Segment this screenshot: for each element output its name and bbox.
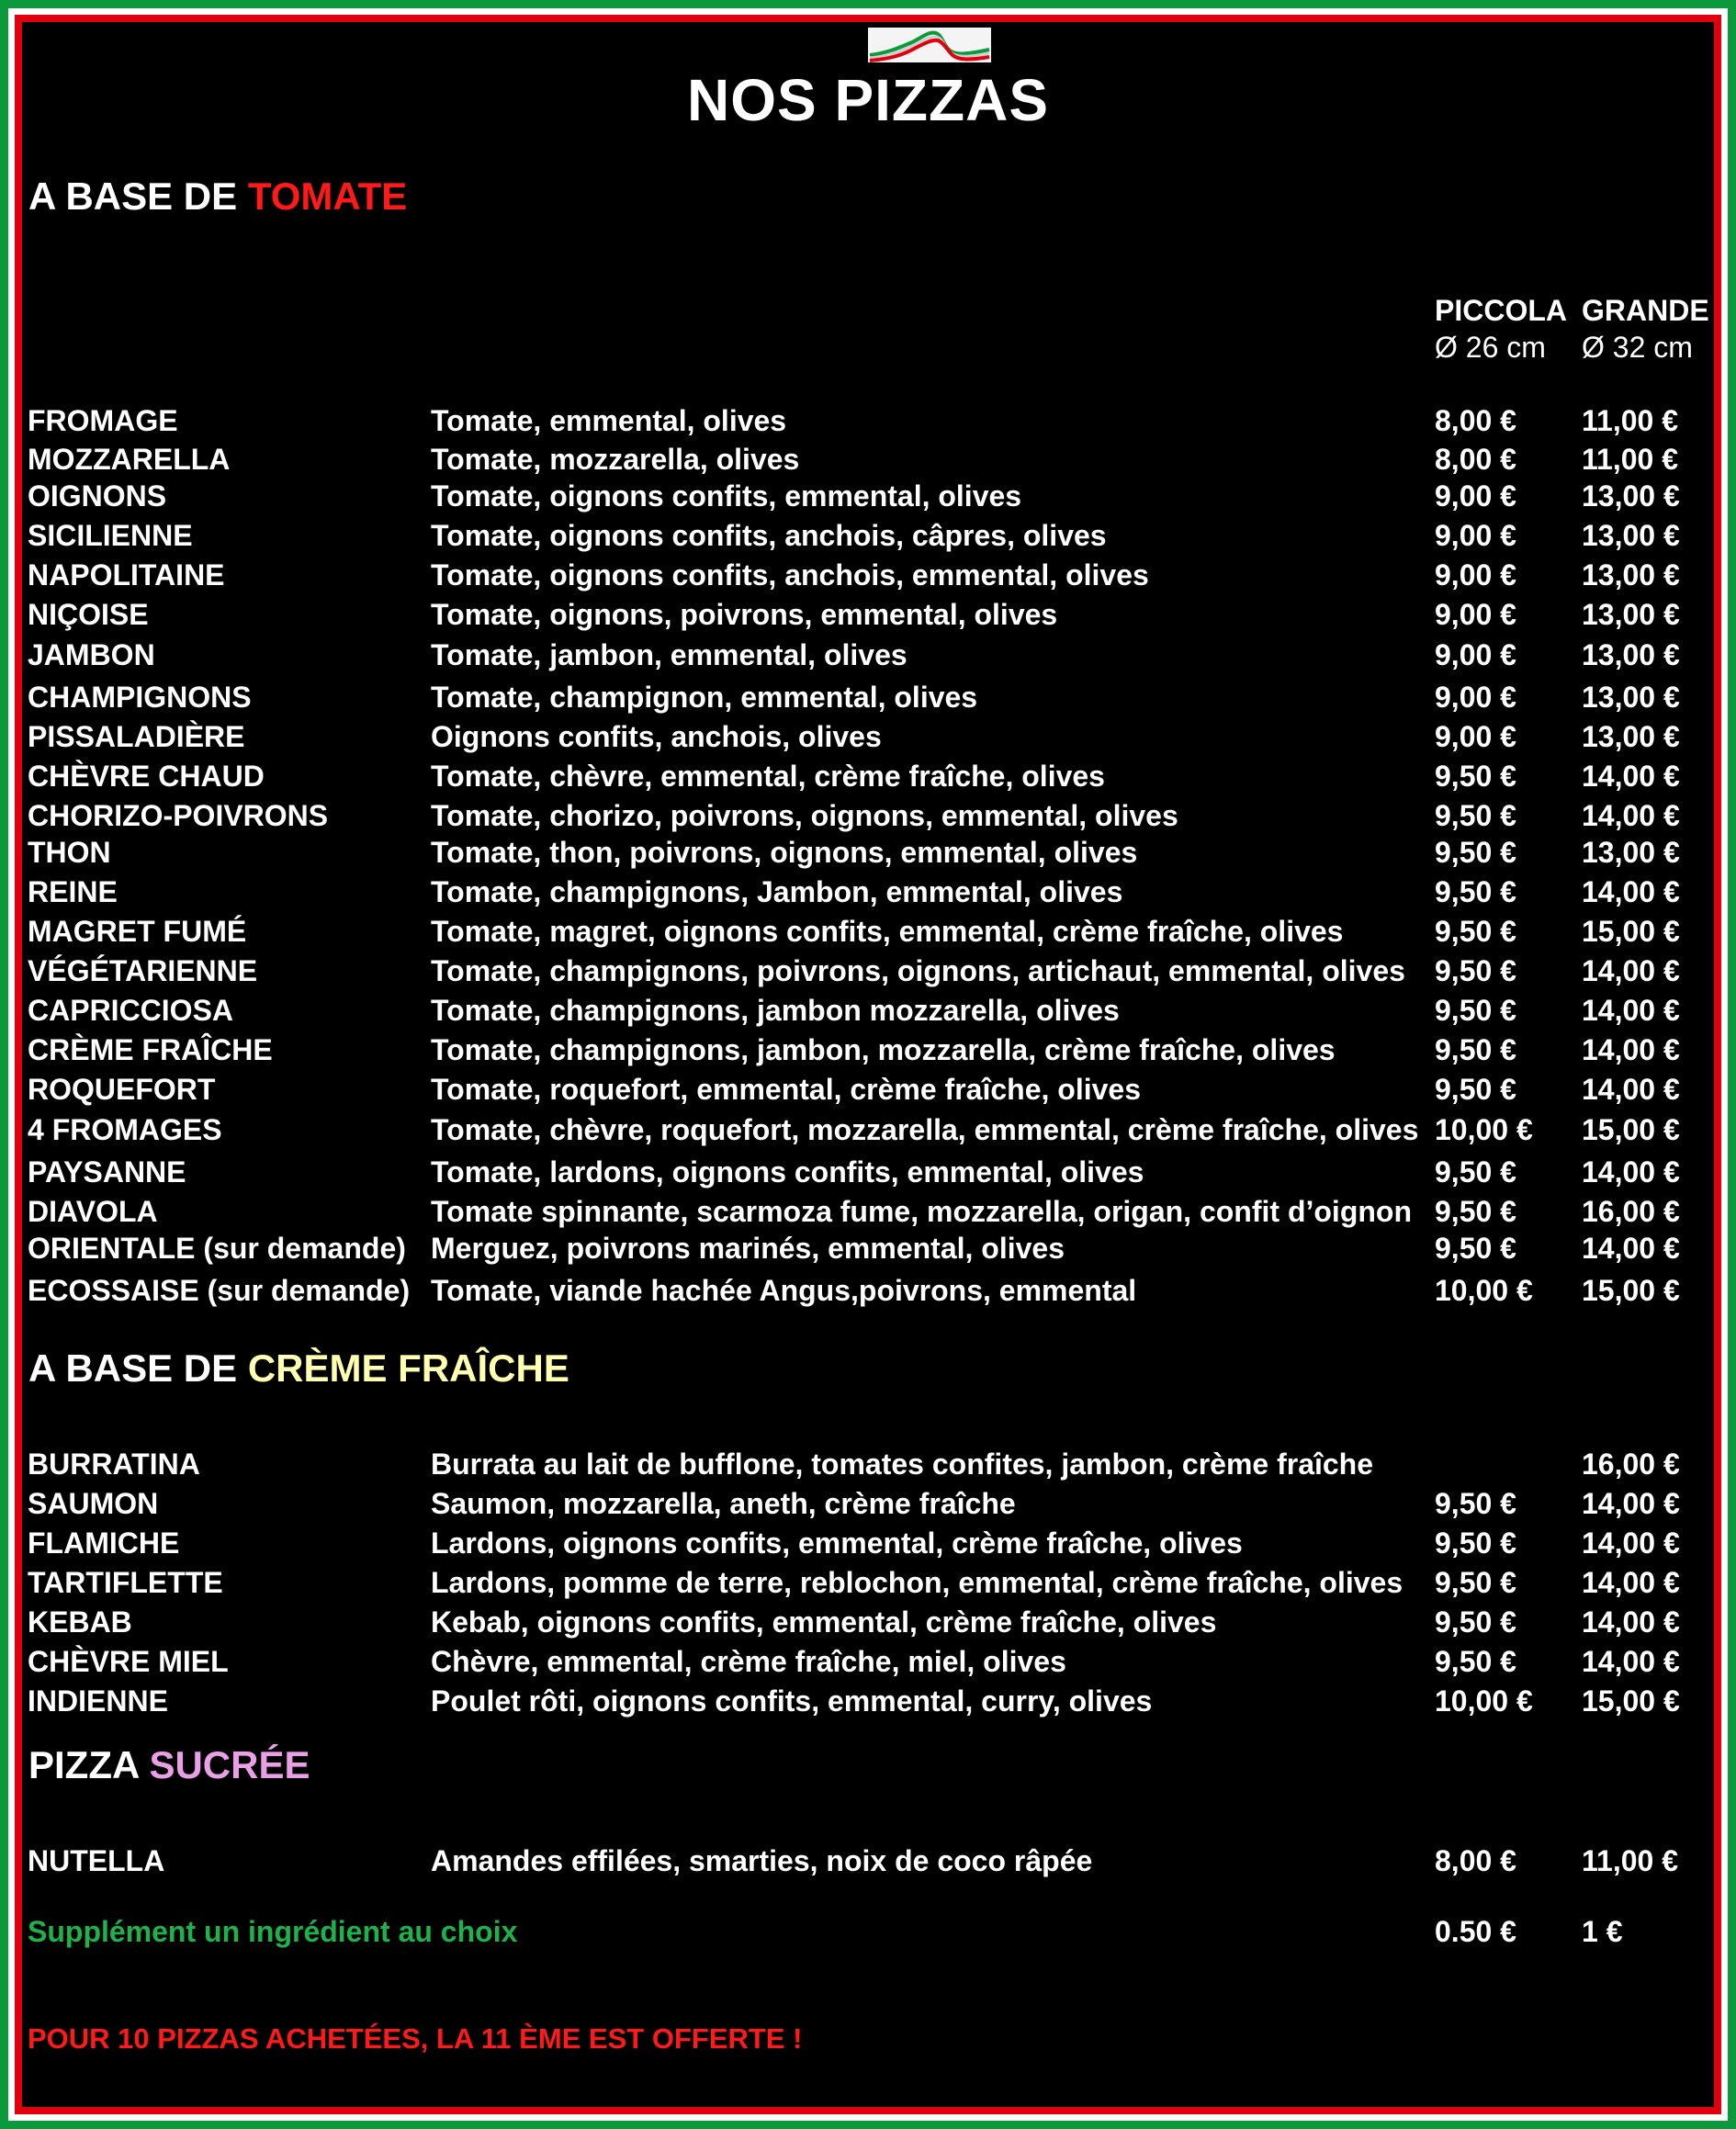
item-desc: Tomate, oignons confits, anchois, emmental, olives (431, 558, 1149, 591)
price-grande: 13,00 € (1582, 720, 1680, 753)
menu-item-row (22, 1154, 1714, 1190)
section-prefix: A BASE DE (28, 1346, 248, 1390)
item-name: JAMBON (28, 638, 155, 671)
price-grande: 13,00 € (1582, 681, 1680, 714)
menu-item-row (22, 1564, 1714, 1601)
menu-item-row (22, 1525, 1714, 1561)
item-name: BURRATINA (28, 1447, 200, 1481)
item-desc: Tomate, oignons, poivrons, emmental, olives (431, 598, 1058, 631)
item-desc: Poulet rôti, oignons confits, emmental, curry, olives (431, 1684, 1153, 1718)
price-piccola: 9,50 € (1435, 1605, 1516, 1639)
item-name: CHÈVRE CHAUD (28, 760, 265, 793)
price-piccola: 9,50 € (1435, 1232, 1516, 1265)
item-name: SAUMON (28, 1487, 159, 1520)
price-piccola: 9,50 € (1435, 1487, 1516, 1520)
item-name: SICILIENNE (28, 519, 193, 552)
item-name: FLAMICHE (28, 1526, 180, 1560)
price-grande: 14,00 € (1582, 1526, 1680, 1560)
price-grande: 14,00 € (1582, 1645, 1680, 1678)
menu-item-row (22, 596, 1714, 633)
price-grande: 14,00 € (1582, 1155, 1680, 1188)
piccola-label: PICCOLA (1435, 294, 1567, 327)
item-name: PISSALADIÈRE (28, 720, 245, 753)
item-desc: Tomate spinnante, scarmoza fume, mozzarella, origan, confit d’oignon (431, 1195, 1412, 1228)
menu-item-row (22, 478, 1714, 514)
item-name: CHORIZO-POIVRONS (28, 799, 329, 832)
price-grande: 13,00 € (1582, 519, 1680, 552)
section-title-sucree (28, 1743, 310, 1787)
menu-item-row (22, 1031, 1714, 1068)
price-piccola: 8,00 € (1435, 1844, 1516, 1877)
item-desc: Tomate, chèvre, roquefort, mozzarella, emmental, crème fraîche, olives (431, 1113, 1419, 1146)
item-name: NAPOLITAINE (28, 558, 225, 591)
menu-item-row (22, 1446, 1714, 1482)
price-grande: 14,00 € (1582, 1073, 1680, 1106)
price-grande: 15,00 € (1582, 1274, 1680, 1307)
item-name: PAYSANNE (28, 1155, 186, 1188)
price-piccola: 9,50 € (1435, 875, 1516, 908)
section-title-creme-fraiche (28, 1346, 569, 1391)
menu-item-row (22, 718, 1714, 755)
menu-item-row (22, 636, 1714, 673)
menu-item-row (22, 1071, 1714, 1108)
item-desc: Lardons, pomme de terre, reblochon, emmental, crème fraîche, olives (431, 1566, 1403, 1599)
section-highlight: SUCRÉE (149, 1743, 310, 1786)
grande-label: GRANDE (1582, 294, 1709, 327)
piccola-diameter: Ø 26 cm (1435, 331, 1546, 364)
price-piccola: 10,00 € (1435, 1113, 1533, 1146)
menu-item-row (22, 517, 1714, 554)
price-grande: 14,00 € (1582, 1487, 1680, 1520)
supplement-row (22, 1913, 1714, 1950)
price-grande: 14,00 € (1582, 799, 1680, 832)
section-title-tomate (28, 175, 407, 219)
item-desc: Tomate, jambon, emmental, olives (431, 638, 907, 671)
price-piccola: 10,00 € (1435, 1684, 1533, 1718)
item-name: MOZZARELLA (28, 443, 231, 476)
price-piccola: 9,00 € (1435, 720, 1516, 753)
menu-item-row (22, 1485, 1714, 1522)
item-name: FROMAGE (28, 404, 178, 437)
item-desc: Tomate, champignons, jambon mozzarella, olives (431, 994, 1120, 1027)
item-desc: Tomate, emmental, olives (431, 404, 787, 437)
price-piccola: 9,50 € (1435, 1033, 1516, 1066)
item-desc: Merguez, poivrons marinés, emmental, olives (431, 1232, 1065, 1265)
price-grande: 11,00 € (1582, 1844, 1678, 1877)
price-piccola: 9,50 € (1435, 994, 1516, 1027)
price-piccola: 9,00 € (1435, 519, 1516, 552)
item-desc: Tomate, champignon, emmental, olives (431, 681, 978, 714)
price-piccola: 9,00 € (1435, 598, 1516, 631)
item-desc: Tomate, champignons, jambon, mozzarella, crème fraîche, olives (431, 1033, 1336, 1066)
price-grande: 14,00 € (1582, 994, 1680, 1027)
item-desc: Tomate, viande hachée Angus,poivrons, emmental (431, 1274, 1137, 1307)
item-desc: Tomate, lardons, oignons confits, emmental, olives (431, 1155, 1144, 1188)
price-grande: 13,00 € (1582, 479, 1680, 513)
item-desc: Tomate, roquefort, emmental, crème fraîche, olives (431, 1073, 1141, 1106)
item-desc: Tomate, champignons, Jambon, emmental, olives (431, 875, 1123, 908)
menu-item-row (22, 913, 1714, 950)
supplement-price-piccola: 0.50 € (1435, 1915, 1516, 1948)
item-desc: Burrata au lait de bufflone, tomates confites, jambon, crème fraîche (431, 1447, 1374, 1481)
price-piccola: 8,00 € (1435, 404, 1516, 437)
price-grande: 14,00 € (1582, 1232, 1680, 1265)
item-desc: Tomate, chèvre, emmental, crème fraîche, olives (431, 760, 1105, 793)
menu-item-row (22, 1643, 1714, 1680)
menu-item-row (22, 441, 1714, 478)
price-grande: 13,00 € (1582, 836, 1680, 869)
item-name: VÉGÉTARIENNE (28, 954, 258, 987)
item-desc: Amandes effilées, smarties, noix de coco râpée (431, 1844, 1093, 1877)
size-header-grande (1582, 292, 1709, 366)
promo-text: POUR 10 PIZZAS ACHETÉES, LA 11 ÈME EST OFFERTE ! (28, 2022, 803, 2055)
item-desc: Kebab, oignons confits, emmental, crème fraîche, olives (431, 1605, 1217, 1639)
price-piccola: 9,50 € (1435, 836, 1516, 869)
item-name: DIAVOLA (28, 1195, 158, 1228)
item-name: CRÈME FRAÎCHE (28, 1033, 273, 1066)
price-grande: 16,00 € (1582, 1447, 1680, 1481)
item-name: 4 FROMAGES (28, 1113, 222, 1146)
item-desc: Tomate, oignons confits, emmental, olives (431, 479, 1022, 513)
price-piccola: 9,50 € (1435, 954, 1516, 987)
price-grande: 16,00 € (1582, 1195, 1680, 1228)
item-name: CAPRICCIOSA (28, 994, 234, 1027)
item-desc: Tomate, thon, poivrons, oignons, emmental, olives (431, 836, 1138, 869)
price-grande: 11,00 € (1582, 443, 1678, 476)
price-piccola: 9,50 € (1435, 1526, 1516, 1560)
item-name: TARTIFLETTE (28, 1566, 223, 1599)
price-grande: 15,00 € (1582, 1684, 1680, 1718)
item-name: ROQUEFORT (28, 1073, 216, 1106)
supplement-price-grande: 1 € (1582, 1915, 1623, 1948)
item-desc: Saumon, mozzarella, aneth, crème fraîche (431, 1487, 1016, 1520)
item-desc: Oignons confits, anchois, olives (431, 720, 882, 753)
menu-item-row (22, 1272, 1714, 1309)
menu-item-row (22, 834, 1714, 871)
menu-item-row (22, 1111, 1714, 1148)
menu-item-row (22, 1683, 1714, 1719)
item-name: NUTELLA (28, 1844, 165, 1877)
price-grande: 11,00 € (1582, 404, 1678, 437)
price-grande: 13,00 € (1582, 558, 1680, 591)
price-piccola: 9,50 € (1435, 760, 1516, 793)
price-piccola: 9,50 € (1435, 1195, 1516, 1228)
price-piccola: 9,00 € (1435, 638, 1516, 671)
menu-item-row (22, 402, 1714, 439)
price-grande: 14,00 € (1582, 1033, 1680, 1066)
price-piccola: 9,50 € (1435, 915, 1516, 948)
italian-flag-wave-icon (868, 28, 991, 62)
menu-item-row (22, 1842, 1714, 1879)
price-grande: 14,00 € (1582, 760, 1680, 793)
price-piccola: 9,50 € (1435, 1566, 1516, 1599)
price-grande: 14,00 € (1582, 1566, 1680, 1599)
price-piccola: 9,00 € (1435, 558, 1516, 591)
price-grande: 14,00 € (1582, 954, 1680, 987)
price-piccola: 9,00 € (1435, 681, 1516, 714)
item-desc: Tomate, magret, oignons confits, emmental, crème fraîche, olives (431, 915, 1344, 948)
item-name: OIGNONS (28, 479, 167, 513)
price-piccola: 9,50 € (1435, 1155, 1516, 1188)
menu-item-row (22, 873, 1714, 910)
menu-item-row (22, 1604, 1714, 1640)
item-desc: Tomate, oignons confits, anchois, câpres, olives (431, 519, 1107, 552)
item-name: ECOSSAISE (sur demande) (28, 1274, 411, 1307)
item-name: NIÇOISE (28, 598, 149, 631)
menu-item-row (22, 557, 1714, 593)
size-header-piccola (1435, 292, 1567, 366)
item-desc: Tomate, champignons, poivrons, oignons, artichaut, emmental, olives (431, 954, 1405, 987)
menu-board (22, 22, 1714, 2107)
item-name: REINE (28, 875, 118, 908)
menu-item-row (22, 797, 1714, 834)
menu-item-row (22, 992, 1714, 1029)
price-piccola: 9,50 € (1435, 1073, 1516, 1106)
grande-diameter: Ø 32 cm (1582, 331, 1693, 364)
menu-item-row (22, 1230, 1714, 1267)
price-piccola: 10,00 € (1435, 1274, 1533, 1307)
section-highlight: TOMATE (247, 175, 408, 218)
item-name: MAGRET FUMÉ (28, 915, 247, 948)
price-piccola: 9,50 € (1435, 799, 1516, 832)
item-desc: Lardons, oignons confits, emmental, crème fraîche, olives (431, 1526, 1243, 1560)
item-name: CHÈVRE MIEL (28, 1645, 229, 1678)
section-prefix: PIZZA (28, 1743, 150, 1786)
price-grande: 15,00 € (1582, 1113, 1680, 1146)
price-grande: 15,00 € (1582, 915, 1680, 948)
item-desc: Tomate, chorizo, poivrons, oignons, emmental, olives (431, 799, 1178, 832)
menu-item-row (22, 679, 1714, 715)
menu-item-row (22, 1193, 1714, 1230)
item-name: CHAMPIGNONS (28, 681, 252, 714)
supplement-label: Supplément un ingrédient au choix (28, 1915, 518, 1948)
price-grande: 14,00 € (1582, 1605, 1680, 1639)
item-desc: Tomate, mozzarella, olives (431, 443, 800, 476)
menu-item-row (22, 952, 1714, 989)
price-piccola: 9,50 € (1435, 1645, 1516, 1678)
price-piccola: 8,00 € (1435, 443, 1516, 476)
item-name: THON (28, 836, 111, 869)
price-grande: 13,00 € (1582, 598, 1680, 631)
price-piccola: 9,00 € (1435, 479, 1516, 513)
section-highlight: CRÈME FRAÎCHE (247, 1346, 569, 1390)
price-grande: 13,00 € (1582, 638, 1680, 671)
item-name: ORIENTALE (sur demande) (28, 1232, 406, 1265)
menu-item-row (22, 758, 1714, 794)
item-name: INDIENNE (28, 1684, 168, 1718)
section-prefix: A BASE DE (28, 175, 248, 218)
price-grande: 14,00 € (1582, 875, 1680, 908)
page-title: NOS PIZZAS (686, 67, 1050, 133)
item-desc: Chèvre, emmental, crème fraîche, miel, olives (431, 1645, 1066, 1678)
item-name: KEBAB (28, 1605, 132, 1639)
